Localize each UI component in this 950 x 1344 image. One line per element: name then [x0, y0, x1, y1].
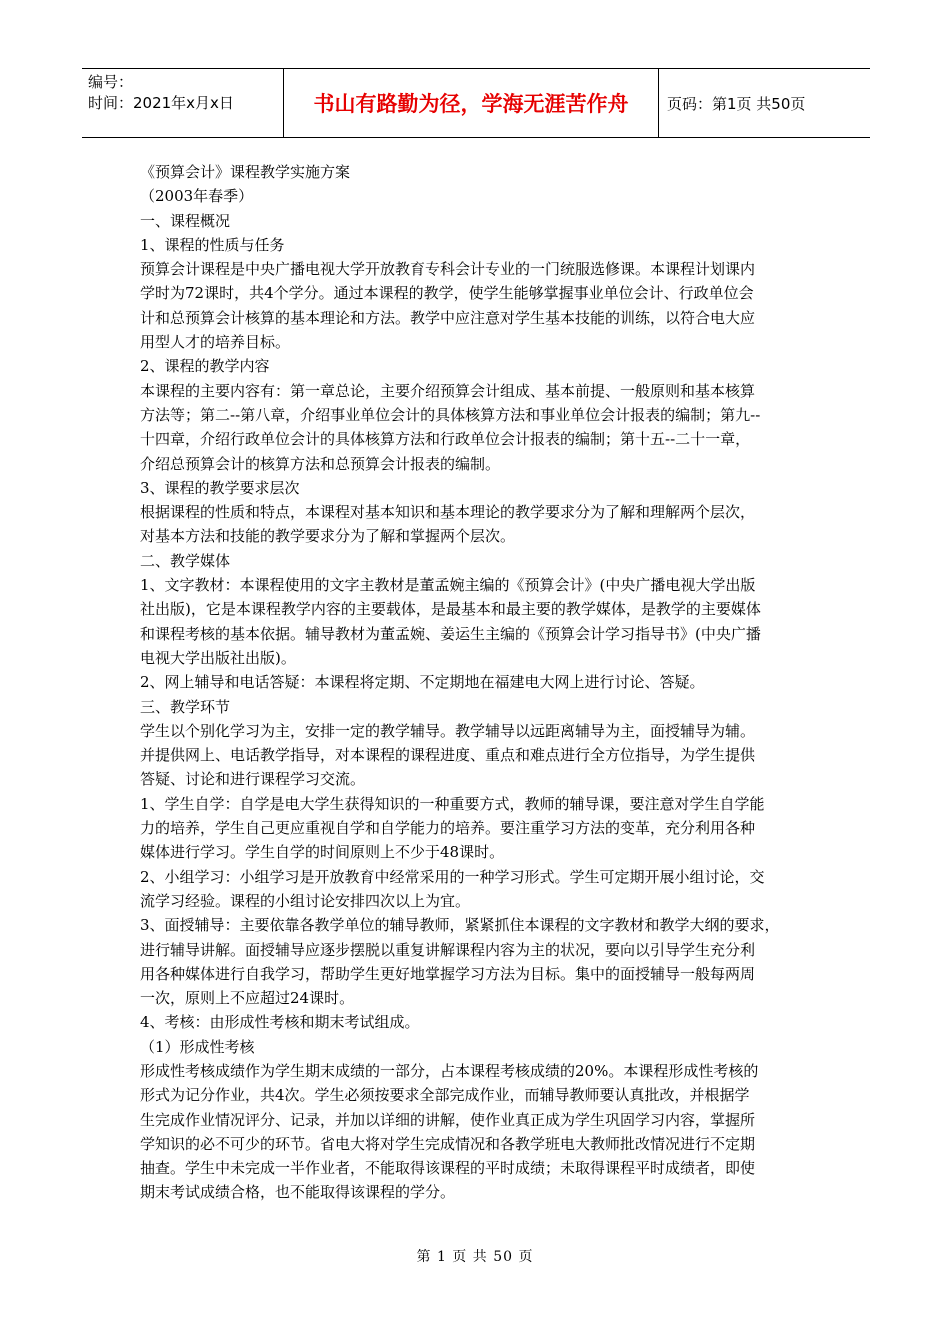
body-line: 和课程考核的基本依据。辅导教材为董孟婉、姜运生主编的《预算会计学习指导书》(中央广播 — [140, 624, 761, 643]
body-line: 一、课程概况 — [140, 211, 231, 230]
body-line: 《预算会计》课程教学实施方案 — [140, 163, 351, 181]
body-line: 一次，原则上不应超过24课时。 — [140, 989, 355, 1008]
body-line: 进行辅导讲解。面授辅导应逐步摆脱以重复讲解课程内容为主的状况，要向以引导学生充分利 — [140, 940, 756, 959]
body-line: 介绍总预算会计的核算方法和总预算会计报表的编制。 — [140, 454, 501, 473]
body-line: 流学习经验。课程的小组讨论安排四次以上为宜。 — [140, 891, 471, 910]
header-table — [82, 68, 870, 138]
body-line: 三、教学环节 — [140, 697, 231, 716]
body-line: 计和总预算会计核算的基本理论和方法。教学中应注意对学生基本技能的训练，以符合电大应 — [140, 308, 756, 327]
body-line: 媒体进行学习。学生自学的时间原则上不少于48课时。 — [140, 843, 505, 862]
body-line: 1、文字教材：本课程使用的文字主教材是董孟婉主编的《预算会计》(中央广播电视大学出版 — [140, 576, 756, 595]
body-line: 预算会计课程是中央广播电视大学开放教育专科会计专业的一门统服选修课。本课程计划课内 — [140, 260, 756, 279]
body-line: 生完成作业情况评分、记录，并加以详细的讲解，使作业真正成为学生巩固学习内容，掌握所 — [140, 1110, 756, 1129]
body-line: 3、课程的教学要求层次 — [140, 478, 300, 497]
header-meta-cell — [82, 69, 284, 137]
body-line: 形式为记分作业，共4次。学生必须按要求全部完成作业，而辅导教师要认真批改，并根据学 — [140, 1086, 750, 1105]
body-line: 学生以个别化学习为主，安排一定的教学辅导。教学辅导以远距离辅导为主，面授辅导为辅。 — [140, 721, 756, 740]
body-line: 3、面授辅导：主要依靠各教学单位的辅导教师，紧紧抓住本课程的文字教材和教学大纲的要求， — [140, 916, 780, 935]
body-line: 社出版)，它是本课程教学内容的主要载体，是最基本和最主要的教学媒体，是教学的主要媒体 — [140, 600, 761, 619]
body-line: 2、小组学习：小组学习是开放教育中经常采用的一种学习形式。学生可定期开展小组讨论，交 — [140, 867, 765, 886]
body-line: 力的培养，学生自己更应重视自学和自学能力的培养。要注重学习方法的变革，充分利用各种 — [140, 819, 756, 838]
body-line: 1、课程的性质与任务 — [140, 235, 285, 254]
page-footer: 第 1 页 共 50 页 — [416, 1249, 534, 1265]
body-line: 用各种媒体进行自我学习，帮助学生更好地掌握学习方法为目标。集中的面授辅导一般每两周 — [140, 964, 756, 983]
body-line: 1、学生自学：自学是电大学生获得知识的一种重要方式，教师的辅导课，要注意对学生自学能 — [140, 794, 765, 813]
document-number-label: 编号： — [88, 73, 134, 91]
body-line: 4、考核：由形成性考核和期末考试组成。 — [140, 1013, 420, 1032]
header-page-number: 页码：第1页 共50页 — [667, 94, 806, 113]
body-line: （1）形成性考核 — [140, 1037, 255, 1056]
body-line: 并提供网上、电话教学指导，对本课程的课程进度、重点和难点进行全方位指导，为学生提供 — [140, 746, 756, 765]
header-motto-cell — [284, 69, 659, 137]
body-line: 期末考试成绩合格，也不能取得该课程的学分。 — [140, 1183, 456, 1202]
body-line: （2003年春季） — [140, 187, 254, 206]
body-line: 电视大学出版社出版)。 — [140, 648, 296, 667]
body-line: 本课程的主要内容有：第一章总论，主要介绍预算会计组成、基本前提、一般原则和基本核算 — [140, 381, 756, 400]
body-line: 根据课程的性质和特点，本课程对基本知识和基本理论的教学要求分为了解和理解两个层次， — [140, 503, 756, 522]
body-line: 形成性考核成绩作为学生期末成绩的一部分，占本课程考核成绩的20%。本课程形成性考核的 — [140, 1061, 759, 1080]
body-line: 抽查。学生中未完成一半作业者，不能取得该课程的平时成绩；未取得课程平时成绩者，即使 — [140, 1159, 756, 1178]
header-motto: 书山有路勤为径，学海无涯苦作舟 — [313, 92, 629, 116]
body-line: 答疑、讨论和进行课程学习交流。 — [140, 770, 366, 789]
header-page-cell — [659, 69, 870, 137]
body-line: 学知识的必不可少的环节。省电大将对学生完成情况和各教学班电大教师批改情况进行不定期 — [140, 1134, 756, 1153]
body-line: 二、教学媒体 — [140, 551, 231, 570]
document-body — [140, 160, 815, 1205]
body-line: 用型人才的培养目标。 — [140, 333, 291, 352]
body-line: 对基本方法和技能的教学要求分为了解和掌握两个层次。 — [140, 527, 516, 546]
body-line: 2、课程的教学内容 — [140, 357, 270, 376]
document-time-label: 时间：2021年x月x日 — [88, 94, 234, 112]
body-line: 十四章，介绍行政单位会计的具体核算方法和行政单位会计报表的编制；第十五--二十一章， — [140, 430, 751, 449]
body-line: 2、网上辅导和电话答疑：本课程将定期、不定期地在福建电大网上进行讨论、答疑。 — [140, 673, 705, 692]
body-line: 方法等；第二--第八章，介绍事业单位会计的具体核算方法和事业单位会计报表的编制；第九-- — [140, 405, 761, 424]
body-line: 学时为72课时，共4个学分。通过本课程的教学，使学生能够掌握事业单位会计、行政单位会 — [140, 284, 754, 303]
